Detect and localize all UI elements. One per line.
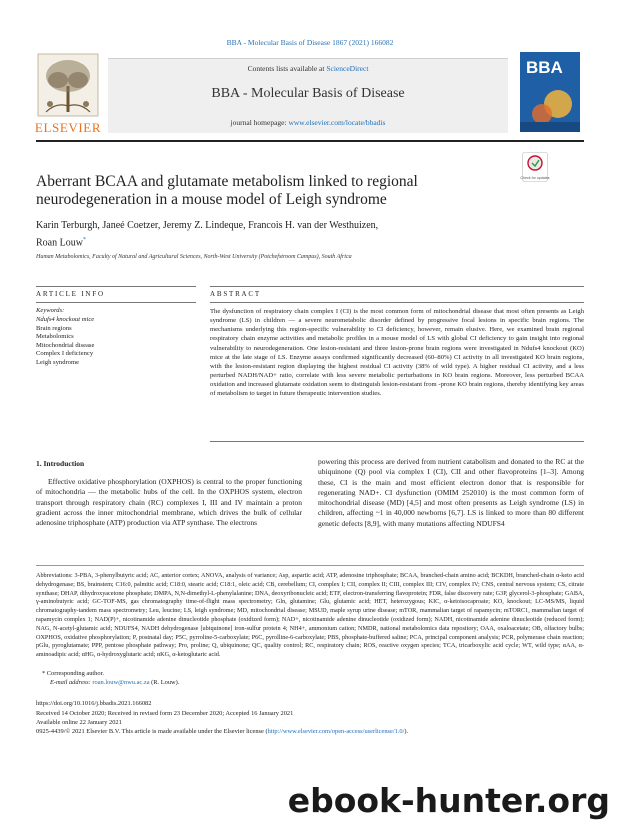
journal-reference[interactable]: BBA - Molecular Basis of Disease 1867 (2021) 166082 (226, 38, 394, 47)
email-label: E-mail address: (50, 679, 91, 686)
keyword-item: Leigh syndrome (36, 358, 80, 366)
introduction-heading: 1. Introduction (36, 459, 85, 468)
corresponding-author-mark[interactable]: * (82, 237, 86, 243)
license-line (36, 728, 408, 735)
homepage-line (108, 118, 508, 127)
corresponding-author-note: * Corresponding author. (42, 670, 104, 677)
watermark: ebook-hunter.org (287, 781, 610, 820)
contents-line (108, 64, 508, 73)
article-title-line-1: Aberrant BCAA and glutamate metabolism linked to regional (36, 173, 418, 190)
footnote-rule (36, 565, 584, 566)
keywords-list (36, 316, 94, 368)
abstract-bottom-rule (210, 441, 584, 442)
email-link[interactable]: roan.louw@nwu.ac.za (92, 679, 150, 686)
received-dates: Received 14 October 2020; Received in revised form 23 December 2020; Accepted 16 January 2021 (36, 710, 294, 717)
check-for-updates-label[interactable]: Check for updates (520, 176, 550, 180)
publisher-name: ELSEVIER (34, 120, 102, 135)
license-link[interactable]: http://www.elsevier.com/open-access/userlicense/1.0/ (267, 728, 405, 735)
license-suffix: ). (404, 728, 409, 735)
authors-line-2 (36, 233, 506, 250)
article-info-heading: ARTICLE INFO (36, 290, 105, 298)
homepage-prefix: journal homepage: (230, 118, 287, 127)
abstract-heading: ABSTRACT (210, 290, 261, 298)
authors-line-1: Karin Terburgh, Janeé Coetzer, Jeremy Z. Lindeque, Francois H. van der Westhuizen, (36, 220, 379, 231)
abstract-rule (210, 302, 584, 303)
journal-title: BBA - Molecular Basis of Disease (211, 86, 405, 101)
keyword-item: Metabolomics (36, 333, 74, 341)
abstract-top-rule (210, 286, 584, 287)
affiliation: Human Metabolomics, Faculty of Natural and Agricultural Sciences, North-West University (Potchefstroom Campus), South Africa (36, 254, 352, 260)
homepage-link[interactable]: www.elsevier.com/locate/bbadis (288, 118, 386, 127)
abstract-text: The dysfunction of respiratory chain complex I (CI) is the most common form of mitochondrial disease that most often presents as Leigh syndrome (LS) in children — a severe neurometabolic disorder defined by progressive focal lesions in specific brain regions. The mechanisms underlying this region-specific vulnerability to CI deficiency, however, remain elusive. Here, we examined brain regional respiratory chain enzyme activities and metabolic profiles in a mouse model of LS with global CI deficiency to gain insight into regional vulnerability to neurodegeneration. One lesion-resistant and three lesion-prone brain regions were investigated in Ndufs4 knockout (KO) mice at the late stage of LS. Enzyme assays confirmed significantly decreased (60–80%) CI activity in all investigated KO brain regions, with the lesion-resistant region displaying the highest residual CI activity (38% of wild type). A higher residual CI activity, and a less perturbed NADH/NAD+ ratio, correlate with less severe metabolic perturbations in KO brain regions. Moreover, less perturbed BCAA oxidation and increased glutamate oxidation seem to distinguish lesion-resistant from -prone KO brain regions, thereby identifying key areas of metabolism to target in future therapeutic intervention studies. (210, 308, 584, 398)
cover-title: BBA (526, 58, 563, 77)
abbreviations-footnote: Abbreviations: 3-PBA, 3-phenylbutyric acid; AC, anterior cortex; ANOVA, analysis of variance; Asp, aspartic acid; ATP, adenosine triphosphate; BCAA, branched-chain amino acid; BCKDH, branched-chain α-keto acid dehydrogenase; BS, brainstem; C16:0, palmitic acid; C18:0, stearic acid; C18:1, oleic acid; CB, cerebellum; CI, complex I; CII, complex II; CIII, complex III; CIV, complex IV; CNS, central nervous system; CS, citrate synthase; DHAP, dihydroxyacetone phosphate; DMPA, N,N-dimethyl-L-phenylalanine; DNA, deoxyribonucleic acid; ETF, electron-transferring flavoprotein; FDR, false discovery rate; G3P, glycerol-3-phosphate; GABA, γ-aminobutyric acid; GC-TOF-MS, gas chromatography time-of-flight mass spectrometry; Gln, glutamine; Glu, glutamic acid; HET, heterozygous; KIC, α-ketoisocaproate; KO, knockout; LC-MS/MS, liquid chromatography-tandem mass spectrometry; Leu, leucine; LS, leigh syndrome; MD, mitochondrial disease; MSUD, maple syrup urine disease; mTOR, mammalian target of rapamycin; mTORC1, mammalian target of rapamycin complex 1; NAD(P)+, nicotinamide adenine dinucleotide phosphate (oxidized form); NAD+, nicotinamide adenine dinucleotide (oxidized form); NADH, nicotinamide adenine dinucleotide (reduced form); NAG, N-acetyl-glutamic acid; NDUFS4, NADH dehydrogenase [ubiquinone] iron-sulfur protein 4; NH4+, ammonium cation; NMDR, national metabolomics data repository; OAA, oxaloacetate; OB, olfactory bulbs; OXPHOS, oxidative phosphorylation; P, postnatal day; P5C, pyrroline-5-carboxylate; P6C, pyrolline-6-carboxylate; PBS, phosphate-buffered saline; PCA, principal component analysis; PCR, polymerase chain reaction; pGlu, pyroglutamate; PPP, pentose phosphate pathway; Pro, proline; Q, ubiquinone; QC, quality control; RC, respiratory chain; ROS, reactive oxygen species; TCA, tricarboxylic acid cycle; WT, wild type; αAA, α-aminoadipic acid; αHG, α-hydroxyglutaric acid; αKG, α-ketoglutaric acid. (36, 572, 584, 659)
keywords-label: Keywords: (36, 307, 65, 314)
article-title (36, 173, 506, 209)
available-online: Available online 22 January 2021 (36, 719, 122, 726)
author-list (36, 219, 506, 250)
contents-prefix: Contents lists available at (247, 64, 325, 73)
article-info-rule (36, 302, 196, 303)
license-prefix: 0925-4439/© 2021 Elsevier B.V. This article is made available under the Elsevier license ( (36, 728, 268, 735)
intro-left-column: Effective oxidative phosphorylation (OXPHOS) is central to the proper functioning of mitochondria — the metabolic hubs of the cell. In the OXPHOS system, electron transport through respiratory chain (RC) complexes I, III and IV maintain a proton gradient across the inner mitochondrial membrane, which drives the bulk of cellular adenosine triphosphate (ATP) production via ATP synthase. The electrons (36, 477, 302, 528)
header-rule (36, 140, 584, 142)
sciencedirect-link[interactable]: ScienceDirect (326, 64, 369, 73)
article-info-top-rule (36, 286, 196, 287)
journal-cover (520, 52, 580, 132)
keyword-item: Complex I deficiency (36, 350, 94, 358)
keyword-item: Mitochondrial disease (36, 341, 95, 349)
cover-art-icon (520, 82, 580, 132)
keyword-item: Brain regions (36, 324, 72, 332)
doi-link[interactable]: https://doi.org/10.1016/j.bbadis.2021.166082 (36, 700, 152, 707)
article-title-line-2: neurodegeneration in a mouse model of Leigh syndrome (36, 191, 387, 208)
intro-right-column: powering this process are derived from nutrient catabolism and donated to the RC at the ubiquinone (Q) pool via complex I (CI), CII and other flavoproteins [1–3]. Among these, CI is the main and most efficient electron donor that is responsible for regenerating NAD+. CI dysfunction (OMIM 252010) is the most common form of mitochondrial disease (MD) [4,5] and most often presents as Leigh syndrome (LS) in children, affecting ~1 in 40,000 newborns [6,7]. LS is linked to more than 80 different genetic defects [8,9], with many mutations affecting NDUFS4 (318, 457, 584, 528)
email-suffix: (R. Louw). (151, 679, 180, 686)
author-louw: Roan Louw (36, 237, 83, 249)
email-line (50, 679, 179, 686)
keyword-item: Ndufs4 knockout mice (36, 316, 95, 323)
